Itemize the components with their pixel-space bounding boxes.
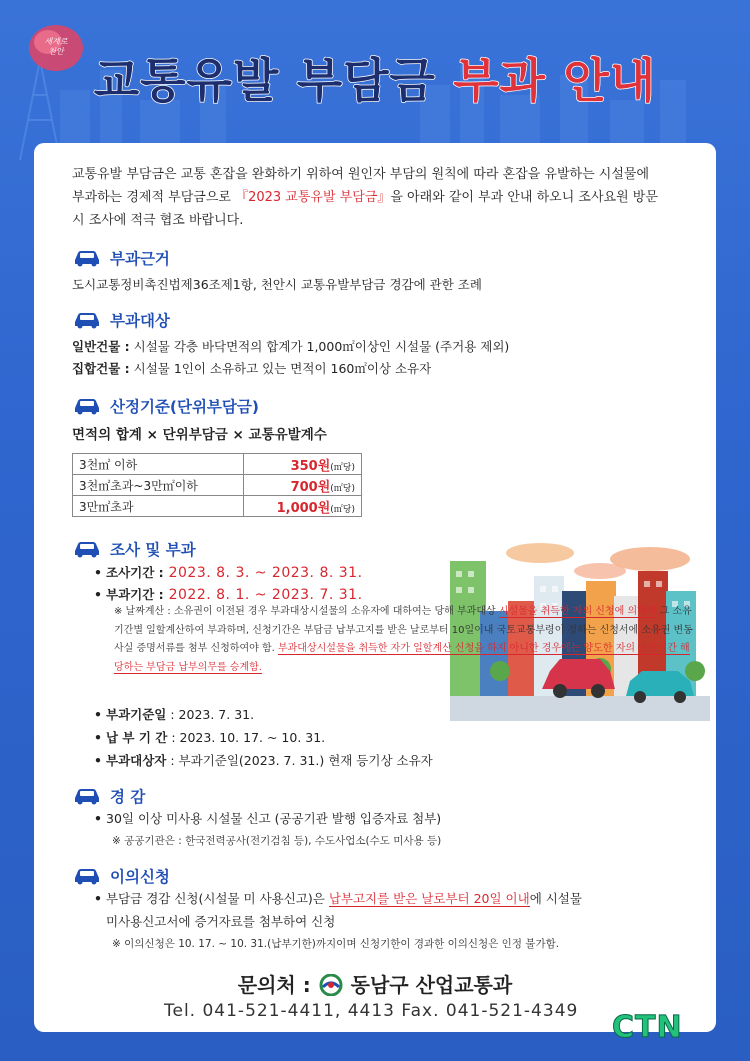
target-group [72,359,431,377]
note-highlight: 부과대상시설물을 취득한 자가 일할계산 신청을 하지 아니한 경우에는 양도한 자의 소유기간 해당하는 부담금 납부의무를 승계함. [114,643,690,673]
fee-amount-cell [243,496,361,517]
target-group-label: 집합건물 : [72,361,130,376]
section-title: 산정기준(단위부담금) [110,398,259,416]
svg-text:천안: 천안 [48,47,64,56]
bullet-dot: • [94,811,102,826]
fee-unit: (㎡당) [330,462,355,473]
section-title: 경 감 [110,788,146,806]
section-heading-objection [72,865,170,887]
intro-text: 부과하는 경제적 부담금으로 [72,190,236,205]
target-general-text: 시설물 각층 바닥면적의 합계가 1,000㎡이상인 시설물 (주거용 제외) [129,339,510,354]
bullet-dot: • [94,707,102,722]
bullet-dot: • [94,753,102,768]
objection-text-pre: 부담금 경감 신청(시설물 미 사용신고)은 [106,891,329,906]
contact-label: 문의처 : [237,973,311,997]
pay-period-value: : 2023. 10. 17. ~ 10. 31. [167,730,326,745]
target-general-label: 일반건물 : [72,339,130,354]
levy-period-value: 2022. 8. 1. ~ 2023. 7. 31. [163,587,363,603]
fee-unit: (㎡당) [330,504,355,515]
intro-line: 시 조사에 적극 협조 바랍니다. [72,213,244,228]
base-date-value: : 2023. 7. 31. [166,707,255,722]
bullet-dot: • [94,730,102,745]
note-text: 그 소유 기간별 일할계산하여 부과하며, 신청기간은 부담금 납부고지를 받은 날로부터 10일이내 국토교통부령이 정하는 신청서에 소유권 변동사실 증명서류를 첨부 신청하여야 함. [114,606,693,654]
basis-text: 도시교통정비촉진법제36조제1항, 천안시 교통유발부담금 경감에 관한 조례 [72,277,482,292]
target-group-text: 시설물 1인이 소유하고 있는 면적이 160㎡이상 소유자 [129,361,432,376]
pay-period [94,728,325,746]
section-heading-survey [72,538,196,560]
fee-amount-cell [243,454,361,475]
payer-label: 부과대상자 [106,753,167,768]
objection-line2: 미사용신고서에 증거자료를 첨부하여 신청 [106,914,336,929]
table-row [73,454,362,475]
section-title: 조사 및 부과 [110,541,196,559]
contact-line [34,969,716,998]
intro-text: 을 아래와 같이 부과 안내 하오니 조사요원 방문 [390,190,658,205]
levy-period-label: 부과기간 : [106,587,164,602]
date-calc-note [114,603,694,677]
fee-range: 3만㎡초과 [73,496,244,517]
contact-phone: Tel. 041-521-4411, 4413 Fax. 041-521-4349 [164,1001,579,1021]
pay-period-label: 납 부 기 간 [106,730,168,745]
objection-text [94,889,582,907]
fee-amount: 1,000원 [276,500,331,516]
note-text: 소유권이 이전된 경우 부과대상시설물의 소유자에 대하여는 당해 부과대상 [173,606,499,617]
section-title: 부과근거 [110,250,170,268]
svg-text:세계로: 세계로 [44,37,68,46]
car-icon [72,249,102,267]
fee-amount: 700원 [290,479,331,495]
payer-value: : 부과기준일(2023. 7. 31.) 현재 등기상 소유자 [166,753,433,768]
bullet-dot: • [94,587,102,602]
base-date-label: 부과기준일 [106,707,167,722]
car-icon [72,311,102,329]
target-general [72,337,509,355]
table-row [73,475,362,496]
calc-formula: 면적의 합계 × 단위부담금 × 교통유발계수 [72,427,327,443]
section-heading-basis [72,247,170,269]
car-icon [72,867,102,885]
notice-card [34,143,716,1032]
survey-period [94,563,363,581]
bullet-dot: • [94,891,102,906]
fee-amount: 350원 [290,458,331,474]
base-date [94,705,254,723]
intro-line [72,186,692,209]
reduction-note: ※ 공공기관은 : 한국전력공사(전기검침 등), 수도사업소(수도 미사용 등) [112,835,442,847]
fee-amount-cell [243,475,361,496]
levy-period [94,585,363,603]
title-main: 교통유발 부담금 [93,54,436,109]
intro-paragraph [72,163,692,232]
survey-period-value: 2023. 8. 3. ~ 2023. 8. 31. [163,565,363,581]
table-row [73,496,362,517]
car-icon [72,540,102,558]
car-icon [72,397,102,415]
contact-org: 동남구 산업교통과 [350,973,513,997]
district-logo-icon [318,974,344,996]
objection-text-post: 에 시설물 [529,891,582,906]
fee-range: 3천㎡초과~3만㎡이하 [73,475,244,496]
objection-highlight: 납부고지를 받은 날로부터 20일 이내 [328,891,530,906]
fee-range: 3천㎡ 이하 [73,454,244,475]
objection-note: ※ 이의신청은 10. 17. ~ 10. 31.(납부기한)까지이며 신청기한이 경과한 이의신청은 인정 불가함. [112,938,560,950]
fee-table [72,453,362,517]
bullet-dot: • [94,565,102,580]
survey-period-label: 조사기간 : [106,565,164,580]
section-heading-target [72,309,170,331]
section-heading-reduction [72,785,145,807]
intro-highlight: 『2023 교통유발 부담금』 [235,190,391,205]
section-title: 이의신청 [110,868,170,886]
reduction-text [94,809,441,827]
reduction-value: 30일 이상 미사용 시설물 신고 (공공기관 발행 입증자료 첨부) [106,811,442,826]
note-prefix: ※ 날짜계산 : [114,606,174,617]
section-title: 부과대상 [110,312,170,330]
intro-line: 교통유발 부담금은 교통 혼잡을 완화하기 위하여 원인자 부담의 원칙에 따라 혼잡을 유발하는 시설물에 [72,167,650,182]
section-heading-calc [72,395,259,417]
fee-unit: (㎡당) [330,483,355,494]
page-title [0,44,750,111]
car-icon [72,787,102,805]
title-accent: 부과 안내 [453,54,657,109]
ctn-logo: CTN [612,1010,683,1045]
payer [94,751,433,769]
note-highlight: 시설물을 취득한 자의 신청에 의하여 [498,606,657,617]
